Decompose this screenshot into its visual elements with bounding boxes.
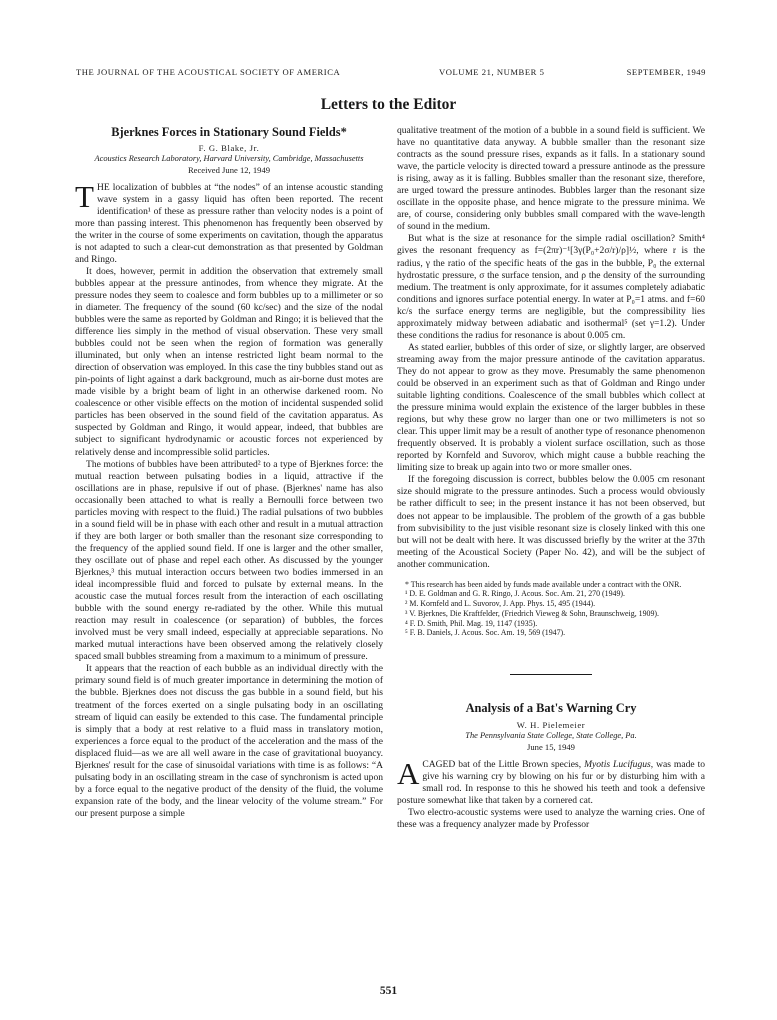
divider-rule <box>510 674 592 676</box>
running-head <box>76 67 706 81</box>
article-affiliation: Acoustics Research Laboratory, Harvard University, Cambridge, Massachusetts <box>94 154 364 163</box>
section-title: Letters to the Editor <box>320 96 457 113</box>
paragraph: Two electro-acoustic systems were used to analyze the warning cries. One of these was a frequency analyzer made by Professor <box>397 807 705 831</box>
article-title: Bjerknes Forces in Stationary Sound Fields* <box>111 125 347 139</box>
paragraph: The motions of bubbles have been attributed² to a type of Bjerknes force: the mutual reaction between pulsating bodies in a liquid, attractive if the oscillations are in phase, repulsive if out of phase. (Bjerknes' name has also occasionally been attached to what is really a Bernoulli force between two particles moving with respect to the fluid.) The radial pulsations of two bubbles in a sound field will be in phase with each other and result in a mutual attraction if they are both larger or both smaller than the resonant size corresponding to the frequency of the applied sound field. If one is larger and the other smaller, they oscillate out of phase and repel each other. As discussed by the younger Bjerknes,³ this mutual interaction occurs between two bodies immersed in an ideal incompressible fluid and forced to pulsate by external means. In the acoustic case the mutual forces result from the interaction of each oscillating bubble with the sound energy re-radiated by the other. While this mutual reaction may result in coalescence (or separation) of bubbles, the forces involved must be very small indeed, especially at appreciable separations. No marked mutual interactions have been observed among the relatively closely spaced small bubbles streaming from a maximum to a minimum of pressure. <box>75 458 383 663</box>
paragraph-text: CAGED bat of the Little Brown species, <box>422 758 585 770</box>
paragraph <box>397 755 706 807</box>
journal-name: THE JOURNAL OF THE ACOUSTICAL SOCIETY OF AMERICA <box>76 67 341 77</box>
paragraph: It appears that the reaction of each bubble as an individual directly with the primary sound field is of much greater importance in determining the motion of the bubble. Bjerknes does not discuss the gas bubble in a sound field, but his treatment of the forces exerted on a single pulsating body in an oscillating stream of liquid can easily be extended to this case. The fundamental principle is simply that a body at rest relative to a fluid mass in translatory motion, experiences a force equal to the product of the acceleration and the mass of the displaced fluid—as we are all well aware in the case of gravitational buoyancy. Bjerknes' result for the case of sinusoidal variations with time is as follows: “A pulsating body in an oscillating stream in the case of synchronism is acted upon by a force equal to the negative product of the density of the fluid, the volume expansion rate of the body, and the linear velocity of the volume stream.” For our present purpose a simple <box>75 663 383 819</box>
paragraph-text: HE localization of bubbles at “the nodes” of an intense acoustic standing wave system in a gassy liquid has often been reported. The recent identification¹ of these as pressure rather than velocity nodes is a point of more than passing interest. This phenomenon has frequently been observed by the writer in the course of some experiments on cavitation, though the apparatus is not adapted to such a clear-cut demonstration as that presented by Goldman and Ringo. <box>75 181 383 265</box>
article-affiliation: The Pennsylvania State College, State College, Pa. <box>465 731 637 741</box>
page-number: 551 <box>379 985 398 997</box>
paragraph: It does, however, permit in addition the observation that extremely small bubbles appear at the pressure antinodes, from whence they migrate. At the pressure nodes they seem to coalesce and form bubbles up to a millimeter or so in diameter. The frequency of the sound (60 kc/sec) and the size of the nodal bubbles were the same as reported by Goldman and Ringo; it is believed that the difference lies simply in the method of visual observation. These very small bubbles could not be seen when the region of formation was generally illuminated, but only when an intense restricted light beam normal to the direction of observation was employed. In this case the tiny bubbles stand out as pin-points of light against a dark background, much as air-borne dust motes are made visible by a bright beam of light in an otherwise darkened room. No coalescence or other visible effects on the motion of incidental suspended solid particles has been observed in the sound field of the cavitation apparatus. As suspected by Goldman and Ringo, it would appear, indeed, that bubbles are subject to significant hydrodynamic or acoustic forces not experienced by relatively dense and incompressible solid particles. <box>75 265 383 458</box>
paragraph-text: was made to give his warning cry by blowing on his fur or by disturbing him with a small rod. In response to this he showed his teeth and took a defensive posture somewhat like that taken by a cornered cat. <box>397 758 706 807</box>
volume-number: VOLUME 21, NUMBER 5 <box>439 67 545 77</box>
article-author: F. G. Blake, Jr. <box>198 143 260 153</box>
article-author: W. H. Pielemeier <box>516 720 586 731</box>
footnote: ¹ D. E. Goldman and G. R. Ringo, J. Acous. Soc. Am. 21, 270 (1949). <box>405 589 626 599</box>
received-date: Received June 12, 1949 <box>187 164 271 175</box>
footnote: ⁴ F. D. Smith, Phil. Mag. 19, 1147 (1935). <box>405 618 538 628</box>
issue-date: SEPTEMBER, 1949 <box>626 67 706 77</box>
species-name: Myotis Lucifugus, <box>584 758 654 770</box>
paragraph <box>75 178 383 266</box>
drop-cap: A <box>397 755 420 791</box>
paragraph: But what is the size at resonance for the simple radial oscillation? Smith⁴ gives the resonant frequency as f=(2πr)⁻¹[3γ(P₀+2σ/r)/ρ]½, where r is the radius, γ the ratio of the specific heats of the gas in the bubble, P₀ the external hydrostatic pressure, σ the surface tension, and ρ the density of the surrounding medium. The treatment is only approximate, for it assumes completely adiabatic conditions and ignores surface potential energy. In water at P₀=1 atms. and f=60 kc/s the surface energy terms are negligible, but the compressibility lies approximately midway between adiabatic and isothermal⁵ (set γ=1.2). Under these conditions the radius for resonance is about 0.005 cm. <box>397 233 705 341</box>
paragraph: If the foregoing discussion is correct, bubbles below the 0.005 cm resonant size should migrate to the pressure antinodes. Such a process would obviously be rather difficult to see; in the present instance it has not been observed, but does not appear to be implausible. The problem of the growth of a gas bubble from subvisibility to the just visible resonant size is closely linked with this one but will not be dealt with here. It was discussed briefly by the writer at the 37th meeting of the Acoustical Society (Paper No. 42), and will be the subject of another communication. <box>397 474 705 570</box>
article-title: Analysis of a Bat's Warning Cry <box>465 701 637 716</box>
footnote: ⁵ F. B. Daniels, J. Acous. Soc. Am. 19, 569 (1947). <box>405 628 566 638</box>
footnote: ³ V. Bjerknes, Die Kraftfelder, (Friedrich Vieweg & Sohn, Braunschweig, 1909). <box>405 608 660 618</box>
paragraph: As stated earlier, bubbles of this order of size, or slightly larger, are observed streaming away from the major pressure antinode of the cavitation apparatus. They do not appear to grow as they move. Presumably the same phenomenon could be observed in an experiment such as that of Goldman and Ringo under suitable lighting conditions. Coalescence of the small bubbles which collect at the pressure minima would explain the existence of the larger bubbles in these regions, but why these grow no larger than one or two millimeters is not so clear. This upper limit may be a result of another type of resonance phenomenon frequently observed. It is probably a violent surface oscillation, such as those reported by Kornfeld and Suvorov, which might cause a bubble reaching the limiting size to break up again into two or more smaller ones. <box>397 341 705 474</box>
received-date: June 15, 1949 <box>527 741 575 752</box>
drop-cap: T <box>75 178 94 214</box>
footnotes <box>397 580 705 638</box>
right-column <box>397 125 705 831</box>
footnote: * This research has been aided by funds made available under a contract with the ONR. <box>405 579 682 589</box>
left-column <box>75 125 383 820</box>
paragraph: qualitative treatment of the motion of a bubble in a sound field is sufficient. We have no quantitative data anyway. A bubble smaller than the resonant size contracts as the sound pressure rises, expands as it falls. In a stationary sound wave, the particle velocity is directed toward a pressure antinode as the pressure is rising, away as it is falling. Bubbles smaller than the resonant size, therefore, are urged toward the pressure antinodes. Bubbles larger than the resonant size oscillate in the opposite phase, and hence migrate to the pressure minima. We are, of course, considering only bubbles small compared with the wave-length of sound in the medium. <box>397 125 705 233</box>
footnote: ² M. Kornfeld and L. Suvorov, J. App. Phys. 15, 495 (1944). <box>405 599 596 609</box>
